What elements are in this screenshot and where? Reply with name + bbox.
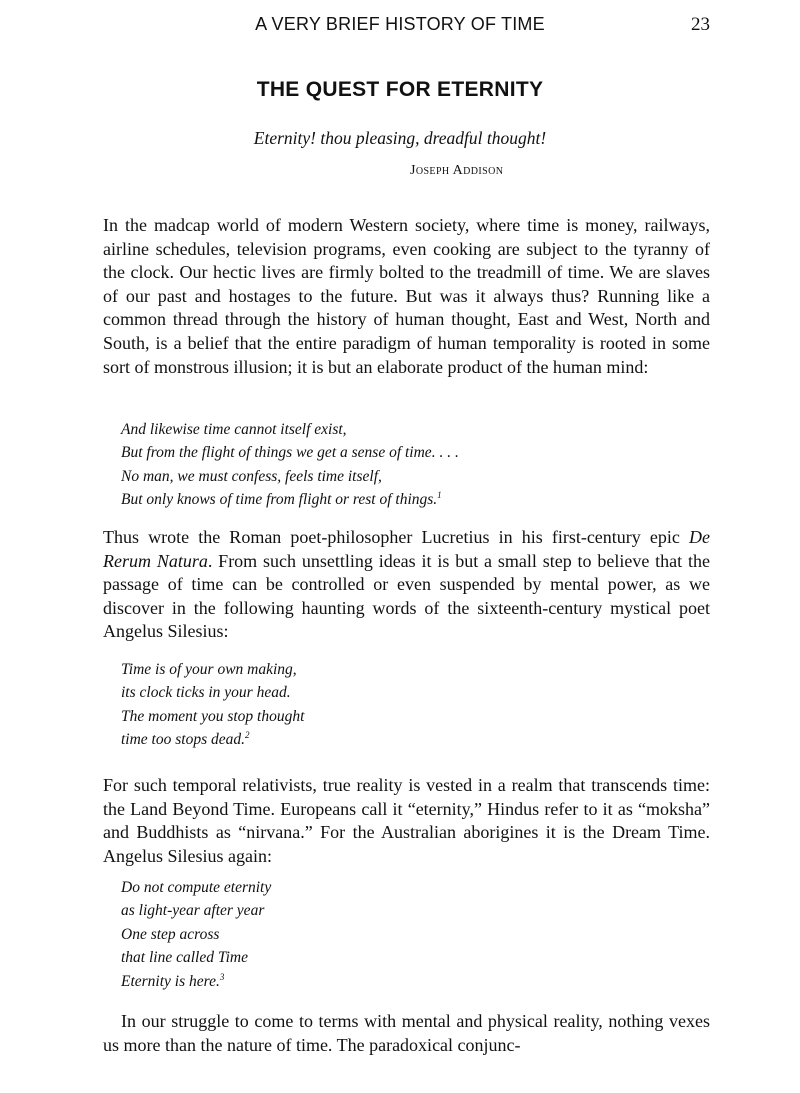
verse-lucretius xyxy=(121,418,681,512)
paragraph-1: In the madcap world of modern Western society, where time is money, railways, airline schedules, television programs, even cooking are subject to the tyranny of the clock. Our hectic lives are firmly bolted to the treadmill of time. We are slaves of our past and hostages to the future. But was it always thus? Running like a common thread through the history of human thought, East and West, North and South, is a belief that the entire paradigm of human temporality is rooted in some sort of monstrous illusion; it is but an elaborate product of the human mind: xyxy=(103,215,710,377)
verse-line xyxy=(121,970,681,993)
verse-line-text: Eternity is here. xyxy=(121,972,220,990)
paragraph-text: Thus wrote the Roman poet-philosopher Lucretius in his first-century epic xyxy=(103,527,689,547)
verse-line: that line called Time xyxy=(121,949,248,967)
running-head-title: A VERY BRIEF HISTORY OF TIME xyxy=(255,14,545,34)
epigraph-attribution: Joseph Addison xyxy=(410,163,504,178)
paragraph-text: . From such unsettling ideas it is but a small step to believe that the passage of time can be controlled or even suspended by mental power, as we discover in the following haunting words of the sixteenth-century mystical poet Angelus Silesius: xyxy=(103,550,710,642)
verse-line xyxy=(121,488,681,511)
verse-line: No man, we must confess, feels time itself, xyxy=(121,467,382,485)
footnote-marker: 3 xyxy=(219,971,225,982)
page-number: 23 xyxy=(691,14,710,35)
paragraph-4: In our struggle to come to terms with mental and physical reality, nothing vexes us more than the nature of time. The paradoxical conjunc- xyxy=(103,1011,710,1055)
verse-line: The moment you stop thought xyxy=(121,707,305,725)
chapter-title: THE QUEST FOR ETERNITY xyxy=(256,78,544,101)
verse-silesius-1 xyxy=(121,658,681,752)
verse-line: Time is of your own making, xyxy=(121,661,297,678)
footnote-marker: 2 xyxy=(245,730,250,741)
book-title: De Rerum Natura xyxy=(103,527,710,571)
verse-line: its clock ticks in your head. xyxy=(121,684,291,702)
verse-line: And likewise time cannot itself exist, xyxy=(121,421,347,438)
verse-line-text: time too stops dead. xyxy=(121,731,245,749)
paragraph-2 xyxy=(103,526,710,644)
epigraph: Eternity! thou pleasing, dreadful thought! xyxy=(253,128,547,148)
verse-line: One step across xyxy=(121,925,220,943)
running-head xyxy=(0,12,800,38)
verse-line: But from the flight of things we get a sense of time. . . . xyxy=(121,444,459,462)
verse-silesius-2 xyxy=(121,876,681,993)
verse-line: Do not compute eternity xyxy=(121,879,272,896)
paragraph-3: For such temporal relativists, true reality is vested in a realm that transcends time: the Land Beyond Time. Europeans call it “eternity,” Hindus refer to it as “moksha” and Buddhists as “nirvana.” For the Australian aborigines it is the Dream Time. Angelus Silesius again: xyxy=(103,775,710,866)
footnote-marker: 1 xyxy=(437,490,442,501)
verse-line xyxy=(121,728,681,751)
verse-line: as light-year after year xyxy=(121,902,265,920)
verse-line-text: But only knows of time from flight or rest of things. xyxy=(121,491,438,509)
